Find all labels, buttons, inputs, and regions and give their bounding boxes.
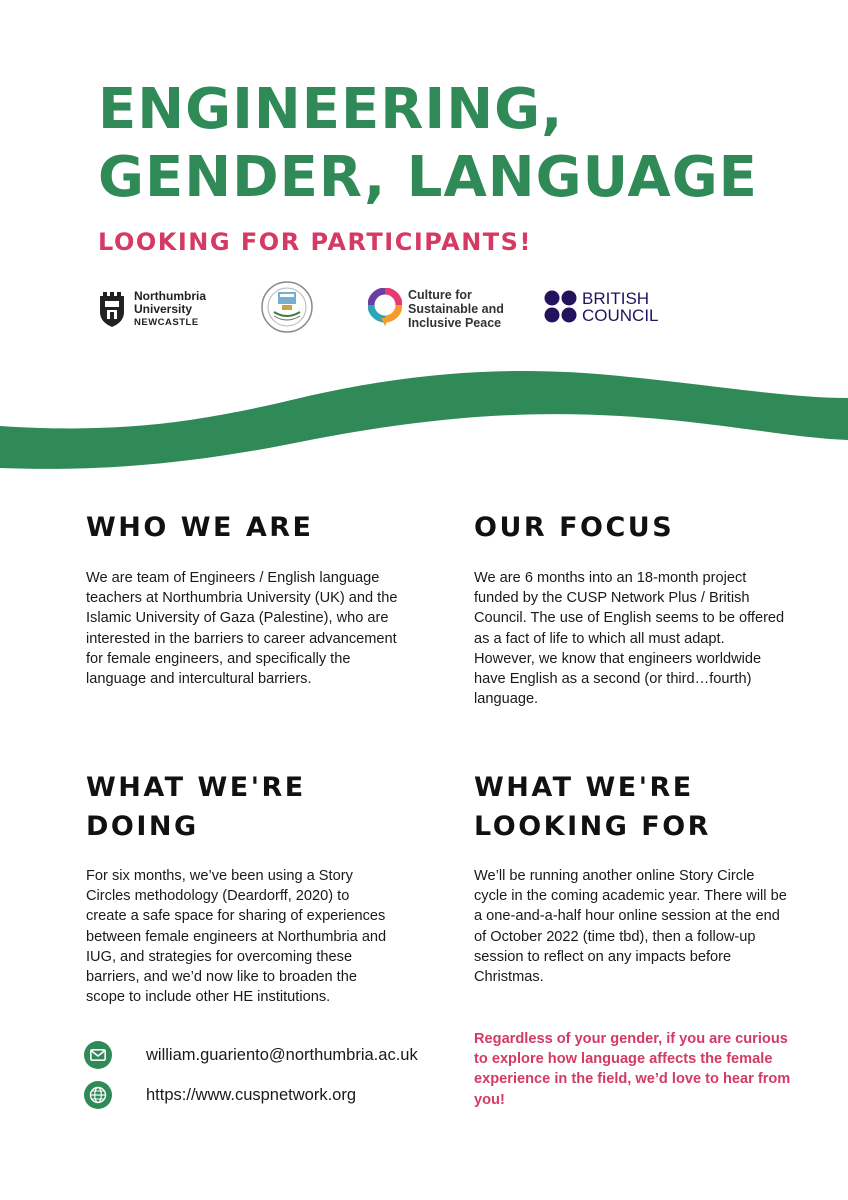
cusp-logo bbox=[368, 288, 518, 332]
northumbria-line-3: NEWCASTLE bbox=[134, 317, 199, 328]
title-line-2: GENDER, LANGUAGE bbox=[98, 145, 758, 210]
looking-for-body: We’ll be running another online Story Circle cycle in the coming academic year. There will be a one-and-a-half hour online session at the end of October 2022 (time tbd), then a follow-up session to reflect on any impacts before Christmas. bbox=[474, 868, 787, 986]
email-address-link[interactable]: william.guariento@northumbria.ac.uk bbox=[146, 1045, 418, 1064]
globe-icon bbox=[84, 1081, 112, 1109]
what-doing-heading bbox=[86, 768, 306, 846]
looking-for-heading bbox=[474, 768, 711, 846]
northumbria-line-1: Northumbria bbox=[134, 289, 206, 303]
website-link[interactable]: https://www.cuspnetwork.org bbox=[146, 1085, 357, 1104]
green-wave-divider bbox=[0, 370, 848, 480]
northumbria-logo bbox=[98, 290, 228, 330]
what-doing-heading-line-2: DOING bbox=[86, 811, 199, 842]
british-council-line-2: COUNCIL bbox=[582, 306, 659, 325]
cusp-ring-icon bbox=[368, 288, 402, 328]
iug-seal-logo bbox=[260, 280, 314, 339]
cusp-line-1: Culture for bbox=[408, 288, 472, 302]
northumbria-crest-icon bbox=[98, 292, 126, 328]
title-line-1: ENGINEERING, bbox=[98, 77, 564, 142]
contact-website[interactable] bbox=[84, 1080, 464, 1110]
what-doing-heading-line-1: WHAT WE'RE bbox=[86, 772, 306, 803]
northumbria-line-2: University bbox=[134, 302, 193, 316]
what-doing-body: For six months, we’ve been using a Story Circles methodology (Deardorff, 2020) to create a safe space for sharing of experiences between female engineers at Northumbria and IUG, and strategies for overcoming these barriers, and we’d now like to broaden the scope to include other HE institutions. bbox=[86, 868, 387, 1006]
who-we-are-heading: WHO WE ARE bbox=[86, 512, 314, 543]
our-focus-heading: OUR FOCUS bbox=[474, 512, 675, 543]
partner-logos bbox=[0, 280, 848, 340]
british-council-dots-icon bbox=[544, 290, 578, 324]
looking-for-heading-line-1: WHAT WE'RE bbox=[474, 772, 694, 803]
email-icon bbox=[84, 1041, 112, 1069]
who-we-are-body: We are team of Engineers / English language teachers at Northumbria University (UK) and the Islamic University of Gaza (Palestine), who are interested in the barriers to career advancement for female engineers, and specifically the language and intercultural barriers. bbox=[86, 570, 398, 688]
looking-for-heading-line-2: LOOKING FOR bbox=[474, 811, 711, 842]
call-to-action: Regardless of your gender, if you are curious to explore how language affects the female experience in the field, we’d love to hear from you! bbox=[474, 1031, 791, 1108]
cusp-line-3: Inclusive Peace bbox=[408, 316, 502, 330]
our-focus-body: We are 6 months into an 18-month project funded by the CUSP Network Plus / British Council. The use of English seems to be offered as a fact of life to which all must adapt. However, we know that engineers worldwide have English as a second (or third…fourth) language. bbox=[474, 570, 785, 708]
subtitle: LOOKING FOR PARTICIPANTS! bbox=[98, 228, 532, 256]
british-council-line-1: BRITISH bbox=[582, 289, 650, 308]
iug-seal-icon bbox=[260, 280, 314, 334]
contact-email[interactable] bbox=[84, 1040, 464, 1070]
british-council-logo bbox=[544, 290, 674, 326]
page-title bbox=[98, 76, 758, 212]
cusp-line-2: Sustainable and bbox=[408, 302, 504, 316]
